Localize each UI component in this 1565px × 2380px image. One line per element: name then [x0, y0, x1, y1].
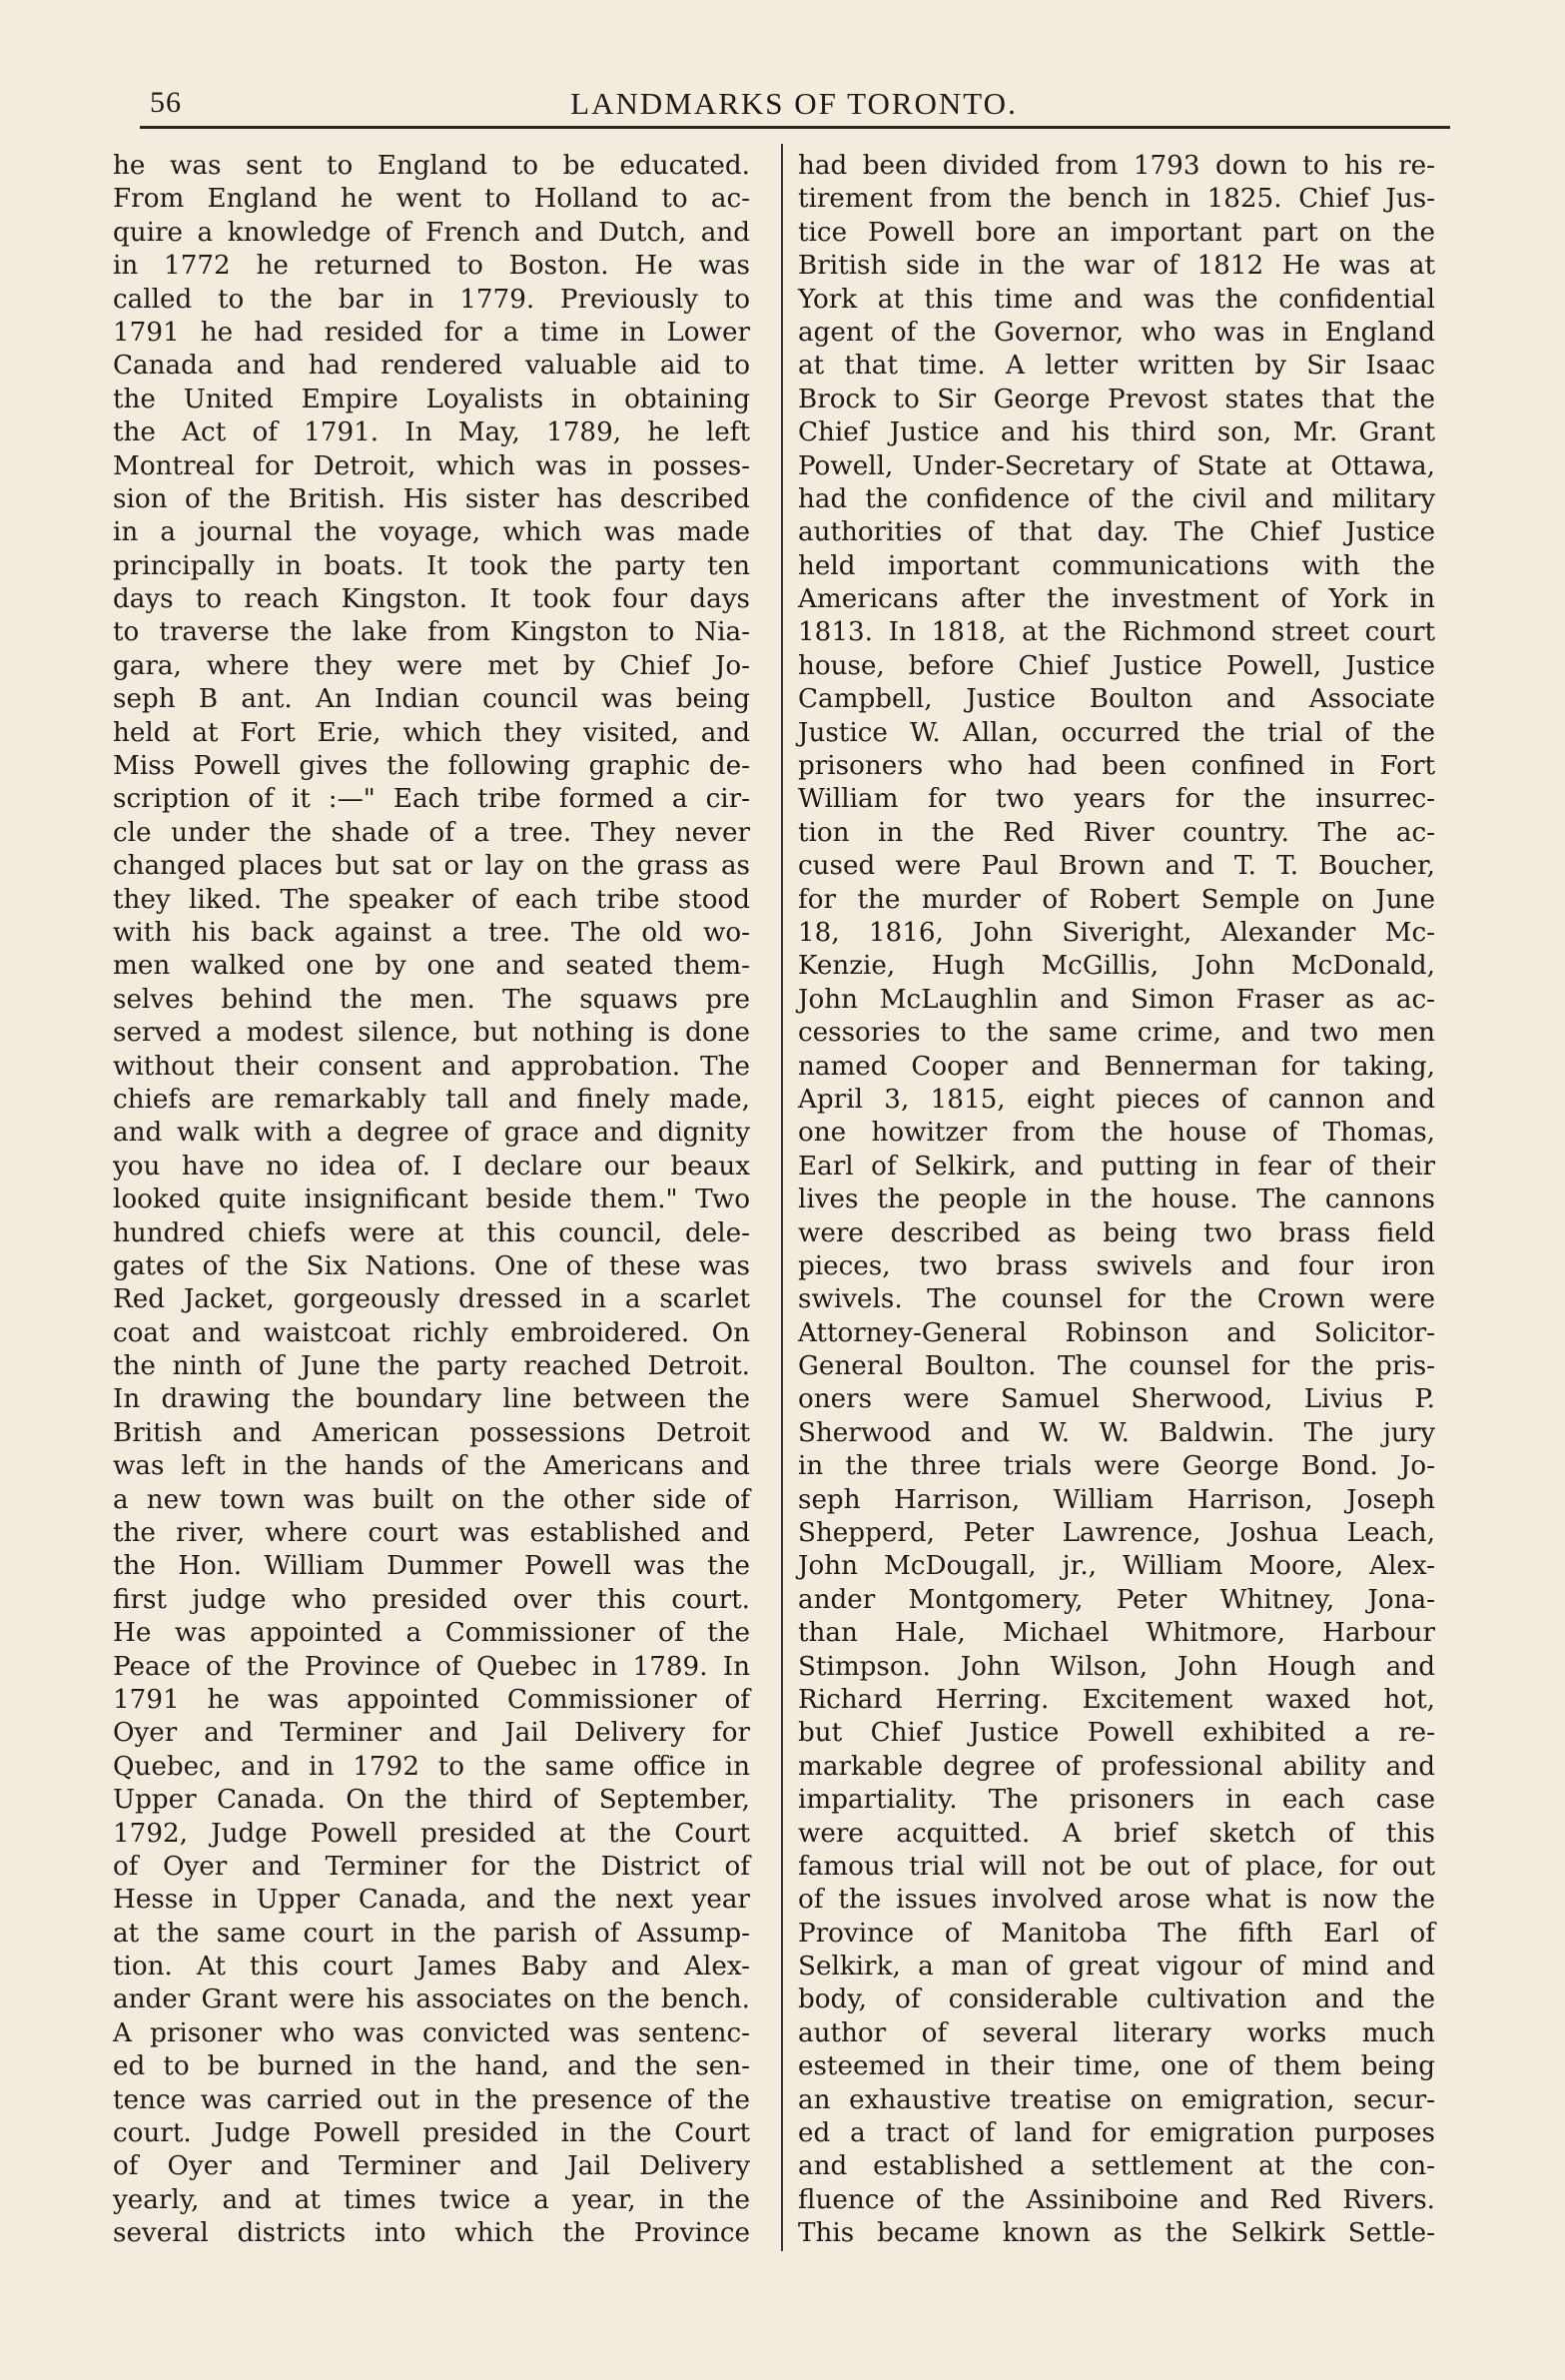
text-line: he was sent to England to be educated. [113, 151, 750, 181]
text-line: hundred chiefs were at this council, dele- [113, 1217, 750, 1248]
page-number: 56 [150, 86, 182, 119]
text-line: scription of it :—" Each tribe formed a cir- [113, 784, 750, 815]
text-line: York at this time and was the confidential [798, 284, 1435, 315]
text-line: Miss Powell gives the following graphic de- [113, 751, 750, 782]
text-line: was left in the hands of the Americans and [113, 1451, 750, 1482]
text-line: John McDougall, jr., William Moore, Alex- [798, 1551, 1435, 1582]
text-line: fluence of the Assiniboine and Red Rivers. [798, 2184, 1435, 2215]
text-line: men walked one by one and seated them- [113, 951, 750, 982]
text-line: to traverse the lake from Kingston to Nia- [113, 617, 750, 648]
text-line: body, of considerable cultivation and the [798, 1984, 1435, 2015]
text-line: Peace of the Province of Quebec in 1789. In [113, 1651, 750, 1682]
text-line: authorities of that day. The Chief Justice [798, 517, 1435, 548]
text-line: tion in the Red River country. The ac- [798, 817, 1435, 848]
text-line: several districts into which the Province [113, 2218, 750, 2249]
text-line: Powell, Under-Secretary of State at Ottawa, [798, 450, 1435, 481]
text-line: 1791 he had resided for a time in Lower [113, 317, 750, 348]
text-line: had been divided from 1793 down to his re- [798, 151, 1435, 181]
text-line: ander Grant were his associates on the bench. [113, 1984, 750, 2015]
text-line: William for two years for the insurrec- [798, 784, 1435, 815]
text-line: they liked. The speaker of each tribe stood [113, 884, 750, 915]
text-line: at that time. A letter written by Sir Isaac [798, 351, 1435, 382]
text-line: chiefs are remarkably tall and finely made, [113, 1084, 750, 1115]
text-line: named Cooper and Bennerman for taking, [798, 1051, 1435, 1082]
text-line: cle under the shade of a tree. They never [113, 817, 750, 848]
text-line: Upper Canada. On the third of September, [113, 1785, 750, 1816]
text-line: 1791 he was appointed Commissioner of [113, 1684, 750, 1715]
text-line: in a journal the voyage, which was made [113, 517, 750, 548]
text-line: the United Empire Loyalists in obtaining [113, 384, 750, 414]
text-line: Americans after the investment of York in [798, 584, 1435, 615]
text-line: in the three trials were George Bond. Jo- [798, 1451, 1435, 1482]
text-line: prisoners who had been confined in Fort [798, 751, 1435, 782]
text-line: John McLaughlin and Simon Fraser as ac- [798, 984, 1435, 1015]
text-line: but Chief Justice Powell exhibited a re- [798, 1718, 1435, 1749]
text-line: Kenzie, Hugh McGillis, John McDonald, [798, 951, 1435, 982]
text-line: an exhaustive treatise on emigration, secur- [798, 2084, 1435, 2115]
text-line: British side in the war of 1812 He was at [798, 251, 1435, 282]
text-line: General Boulton. The counsel for the pris- [798, 1351, 1435, 1382]
text-line: ed a tract of land for emigration purposes [798, 2118, 1435, 2149]
text-line: of Oyer and Terminer and Jail Delivery [113, 2151, 750, 2182]
text-line: He was appointed a Commissioner of the [113, 1618, 750, 1649]
text-line: had the confidence of the civil and military [798, 483, 1435, 514]
text-line: 1792, Judge Powell presided at the Court [113, 1818, 750, 1849]
text-line: agent of the Governor, who was in England [798, 317, 1435, 348]
text-line: for the murder of Robert Semple on June [798, 884, 1435, 915]
text-line: one howitzer from the house of Thomas, [798, 1118, 1435, 1149]
text-line: the ninth of June the party reached Detroit. [113, 1351, 750, 1382]
text-line: and established a settlement at the con- [798, 2151, 1435, 2182]
text-line: seph Harrison, William Harrison, Joseph [798, 1484, 1435, 1515]
text-line: court. Judge Powell presided in the Court [113, 2118, 750, 2149]
text-line: Shepperd, Peter Lawrence, Joshua Leach, [798, 1518, 1435, 1549]
text-line: of the issues involved arose what is now the [798, 1885, 1435, 1916]
text-line: Quebec, and in 1792 to the same office in [113, 1751, 750, 1782]
text-line: author of several literary works much [798, 2017, 1435, 2048]
text-line: Hesse in Upper Canada, and the next year [113, 1885, 750, 1916]
text-line: coat and waistcoat richly embroidered. On [113, 1317, 750, 1348]
text-line: esteemed in their time, one of them being [798, 2051, 1435, 2082]
text-line: seph B ant. An Indian council was being [113, 684, 750, 715]
text-line: sion of the British. His sister has described [113, 483, 750, 514]
text-line: the Hon. William Dummer Powell was the [113, 1551, 750, 1582]
text-line: held at Fort Erie, which they visited, and [113, 717, 750, 748]
header-rule [140, 126, 1450, 129]
text-line: Earl of Selkirk, and putting in fear of their [798, 1151, 1435, 1182]
text-line: tion. At this court James Baby and Alex- [113, 1952, 750, 1983]
text-line: Campbell, Justice Boulton and Associate [798, 684, 1435, 715]
text-line: Canada and had rendered valuable aid to [113, 351, 750, 382]
text-line: April 3, 1815, eight pieces of cannon and [798, 1084, 1435, 1115]
text-line: Stimpson. John Wilson, John Hough and [798, 1651, 1435, 1682]
text-line: pieces, two brass swivels and four iron [798, 1250, 1435, 1281]
text-line: Montreal for Detroit, which was in posses- [113, 450, 750, 481]
text-line: From England he went to Holland to ac- [113, 184, 750, 215]
text-line: ed to be burned in the hand, and the sen- [113, 2051, 750, 2082]
text-line: changed places but sat or lay on the grass as [113, 851, 750, 882]
column-divider [781, 144, 783, 2251]
text-line: served a modest silence, but nothing is done [113, 1018, 750, 1049]
text-line: days to reach Kingston. It took four days [113, 584, 750, 615]
text-line: In drawing the boundary line between the [113, 1384, 750, 1415]
text-line: swivels. The counsel for the Crown were [798, 1284, 1435, 1315]
text-line: tice Powell bore an important part on the [798, 217, 1435, 248]
text-line: ander Montgomery, Peter Whitney, Jona- [798, 1584, 1435, 1615]
text-line: gara, where they were met by Chief Jo- [113, 650, 750, 681]
text-line: Richard Herring. Excitement waxed hot, [798, 1684, 1435, 1715]
text-line: 1813. In 1818, at the Richmond street court [798, 617, 1435, 648]
text-line: Brock to Sir George Prevost states that the [798, 384, 1435, 414]
text-line: in 1772 he returned to Boston. He was [113, 251, 750, 282]
text-line: Justice W. Allan, occurred the trial of the [798, 717, 1435, 748]
text-line: cused were Paul Brown and T. T. Boucher, [798, 851, 1435, 882]
text-line: Red Jacket, gorgeously dressed in a scarlet [113, 1284, 750, 1315]
text-line: selves behind the men. The squaws pre [113, 984, 750, 1015]
text-line: first judge who presided over this court. [113, 1584, 750, 1615]
text-line: 18, 1816, John Siveright, Alexander Mc- [798, 917, 1435, 948]
text-line: Chief Justice and his third son, Mr. Grant [798, 417, 1435, 448]
text-line: were acquitted. A brief sketch of this [798, 1818, 1435, 1849]
text-line: Province of Manitoba The fifth Earl of [798, 1918, 1435, 1949]
text-line: of Oyer and Terminer for the District of [113, 1851, 750, 1882]
text-line: A prisoner who was convicted was sentenc- [113, 2017, 750, 2048]
text-line: principally in boats. It took the party ten [113, 550, 750, 581]
text-line: Sherwood and W. W. Baldwin. The jury [798, 1417, 1435, 1448]
text-line: Selkirk, a man of great vigour of mind and [798, 1952, 1435, 1983]
text-line: cessories to the same crime, and two men [798, 1018, 1435, 1049]
text-line: the river, where court was established and [113, 1518, 750, 1549]
text-line: at the same court in the parish of Assump- [113, 1918, 750, 1949]
running-title: LANDMARKS OF TORONTO. [570, 86, 1018, 121]
text-line: called to the bar in 1779. Previously to [113, 284, 750, 315]
text-line: lives the people in the house. The cannons [798, 1185, 1435, 1215]
text-line: with his back against a tree. The old wo- [113, 917, 750, 948]
text-line: impartiality. The prisoners in each case [798, 1785, 1435, 1816]
text-line: and walk with a degree of grace and dignity [113, 1118, 750, 1149]
text-line: quire a knowledge of French and Dutch, and [113, 217, 750, 248]
text-line: oners were Samuel Sherwood, Livius P. [798, 1384, 1435, 1415]
text-line: yearly, and at times twice a year, in the [113, 2184, 750, 2215]
text-line: without their consent and approbation. The [113, 1051, 750, 1082]
text-line: than Hale, Michael Whitmore, Harbour [798, 1618, 1435, 1649]
text-line: tence was carried out in the presence of the [113, 2084, 750, 2115]
text-line: looked quite insignificant beside them." Two [113, 1185, 750, 1215]
text-line: you have no idea of. I declare our beaux [113, 1151, 750, 1182]
left-column [113, 150, 750, 2251]
text-line: the Act of 1791. In May, 1789, he left [113, 417, 750, 448]
text-line: markable degree of professional ability and [798, 1751, 1435, 1782]
text-line: This became known as the Selkirk Settle- [798, 2218, 1435, 2249]
text-line: Attorney-General Robinson and Solicitor- [798, 1317, 1435, 1348]
text-line: Oyer and Terminer and Jail Delivery for [113, 1718, 750, 1749]
text-line: were described as being two brass field [798, 1217, 1435, 1248]
right-column [798, 150, 1435, 2251]
text-line: tirement from the bench in 1825. Chief Jus- [798, 184, 1435, 215]
text-line: famous trial will not be out of place, for out [798, 1851, 1435, 1882]
text-line: a new town was built on the other side of [113, 1484, 750, 1515]
page-header [140, 86, 1448, 128]
text-line: held important communications with the [798, 550, 1435, 581]
text-line: house, before Chief Justice Powell, Justice [798, 650, 1435, 681]
text-line: gates of the Six Nations. One of these was [113, 1250, 750, 1281]
text-line: British and American possessions Detroit [113, 1417, 750, 1448]
